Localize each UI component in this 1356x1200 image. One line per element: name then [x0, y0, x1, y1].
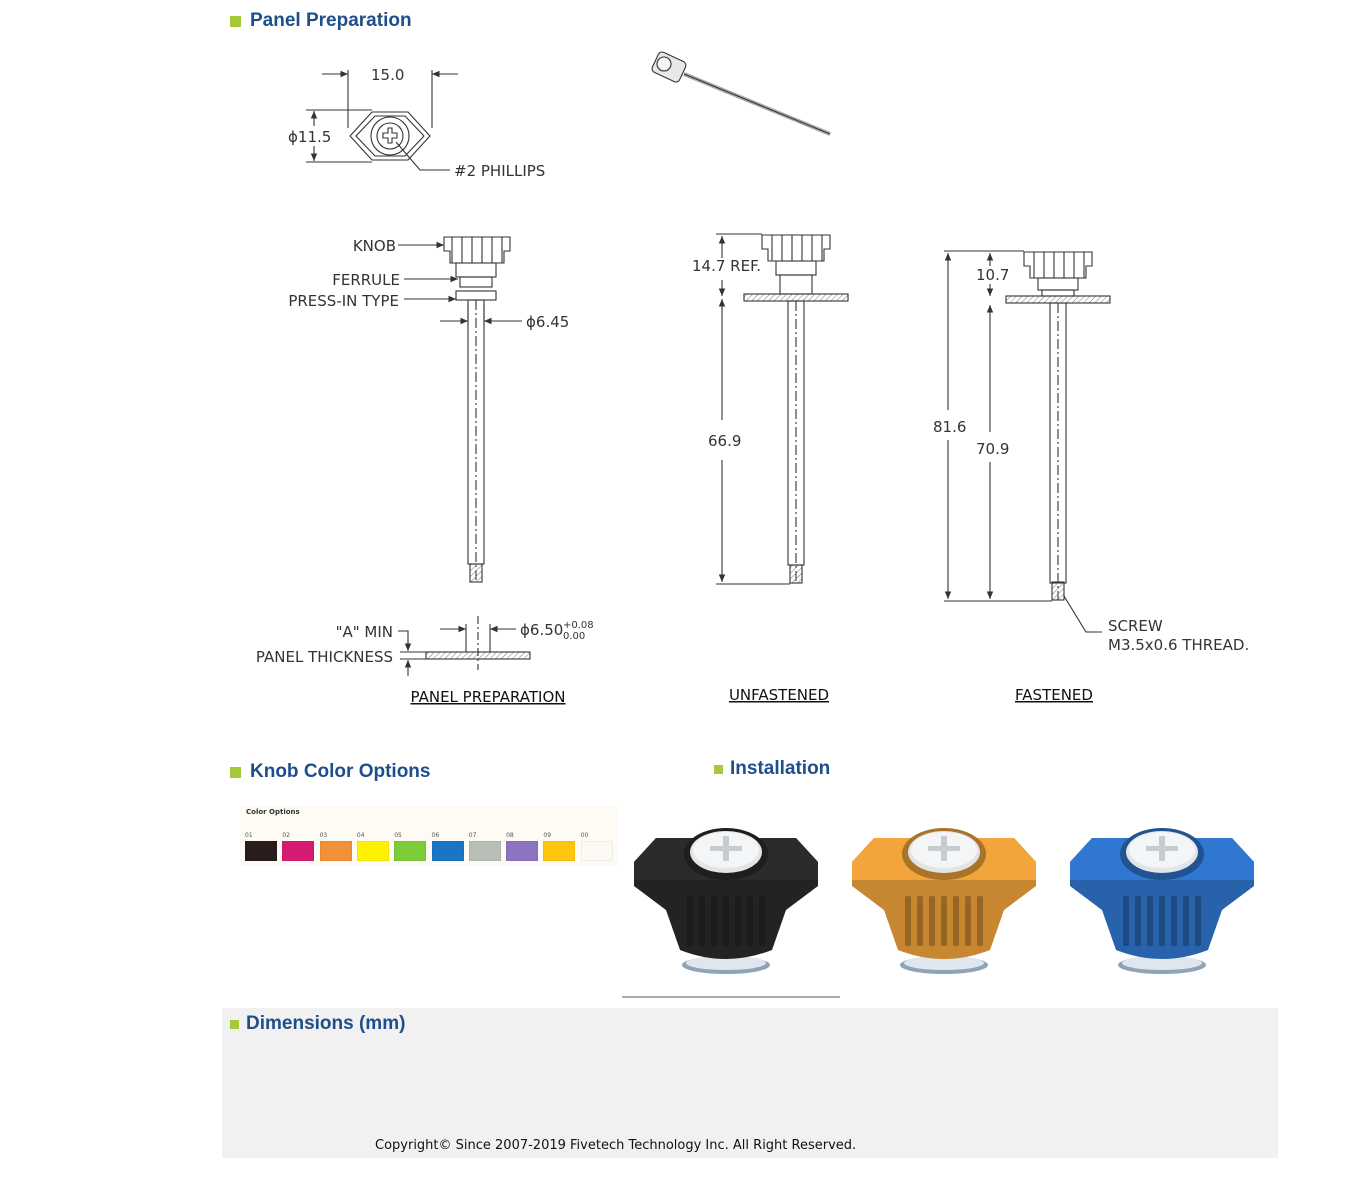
knob-render — [852, 828, 1036, 974]
color-chip — [543, 841, 575, 861]
side-view-fastened — [1006, 252, 1110, 600]
color-swatch — [543, 832, 575, 861]
color-code: 04 — [356, 832, 365, 839]
label-knob: KNOB — [352, 237, 396, 255]
knob-render — [1070, 828, 1254, 974]
color-swatch — [245, 832, 277, 861]
label-screw: SCREW — [1108, 617, 1163, 635]
dim-top-diameter: ϕ11.5 — [288, 128, 332, 146]
color-swatch — [581, 832, 613, 861]
section-knob-color-options — [230, 761, 430, 783]
color-chip — [581, 841, 613, 861]
section-title: Installation — [730, 758, 831, 779]
color-swatch — [432, 832, 464, 861]
bullet-icon — [230, 1020, 239, 1029]
label-phillips: #2 PHILLIPS — [454, 162, 546, 180]
color-chip — [394, 841, 426, 861]
color-swatch — [506, 832, 538, 861]
color-code: 00 — [580, 832, 589, 839]
dim-top-width: 15.0 — [371, 66, 405, 84]
color-code: 08 — [506, 832, 514, 839]
dim-ref-height: 14.7 REF. — [692, 257, 762, 275]
dim-shaft-diameter: ϕ6.45 — [526, 313, 570, 331]
color-chip — [282, 841, 314, 861]
color-chip — [506, 841, 538, 861]
color-options-title: Color Options — [246, 808, 300, 816]
section-panel-preparation — [230, 10, 412, 32]
color-code: 06 — [431, 832, 440, 839]
caption-panel-preparation: PANEL PREPARATION — [410, 688, 566, 706]
label-panel-thickness: PANEL THICKNESS — [255, 648, 393, 666]
color-code: 01 — [245, 832, 253, 839]
dim-fastened-length: 70.9 — [976, 440, 1010, 458]
bullet-icon — [230, 16, 241, 27]
dim-unfastened-length: 66.9 — [708, 432, 742, 450]
color-code: 03 — [319, 832, 328, 839]
color-swatch — [469, 832, 501, 861]
bullet-icon — [230, 767, 241, 778]
installation-knobs — [622, 800, 1272, 1005]
section-title: Knob Color Options — [250, 761, 431, 782]
side-view-prep — [444, 237, 510, 582]
section-title: Panel Preparation — [250, 10, 412, 31]
section-installation — [714, 758, 830, 780]
color-code: 05 — [394, 832, 402, 839]
dim-fastened-top: 10.7 — [976, 266, 1010, 284]
label-press-in: PRESS-IN TYPE — [288, 292, 399, 310]
technical-drawing — [250, 40, 1260, 720]
label-thread: M3.5x0.6 THREAD. — [1108, 636, 1250, 654]
color-chip — [320, 841, 352, 861]
color-swatch — [394, 832, 426, 861]
color-swatch — [282, 832, 314, 861]
dim-hole-diameter: ϕ6.50 — [520, 621, 564, 639]
color-chip — [469, 841, 501, 861]
label-ferrule: FERRULE — [332, 271, 400, 289]
knob-render — [634, 828, 818, 974]
section-title: Dimensions (mm) — [246, 1013, 406, 1034]
color-swatch — [320, 832, 352, 861]
color-chip — [245, 841, 277, 861]
color-chip — [357, 841, 389, 861]
dim-tolerance-lower: 0.00 — [563, 631, 586, 642]
color-swatch — [357, 832, 389, 861]
label-a-min: "A" MIN — [335, 623, 393, 641]
top-view-knob — [350, 112, 430, 160]
color-code: 09 — [543, 832, 552, 839]
color-code: 07 — [468, 832, 477, 839]
dim-tolerance-upper: +0.08 — [563, 620, 594, 631]
color-options-panel — [240, 806, 617, 866]
side-view-unfastened — [744, 235, 848, 584]
color-code: 02 — [282, 832, 290, 839]
dim-fastened-total: 81.6 — [933, 418, 967, 436]
section-dimensions — [230, 1013, 405, 1035]
bullet-icon — [714, 765, 723, 774]
color-chip — [432, 841, 464, 861]
isometric-view — [651, 51, 830, 134]
caption-fastened: FASTENED — [1015, 686, 1093, 704]
copyright-text: Copyright© Since 2007-2019 Fivetech Technology Inc. All Right Reserved. — [375, 1138, 857, 1153]
caption-unfastened: UNFASTENED — [728, 686, 830, 704]
